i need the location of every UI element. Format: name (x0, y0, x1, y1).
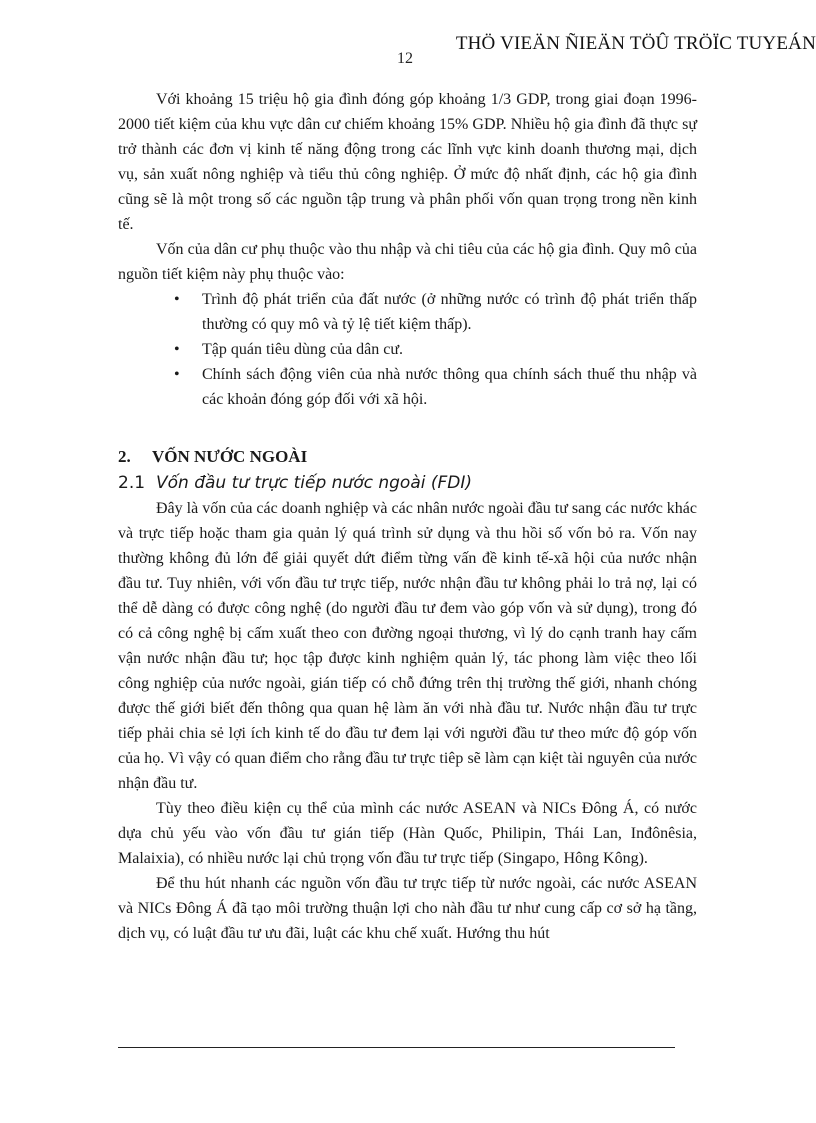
subsection-number: 2.1 (118, 473, 146, 493)
list-item (174, 337, 697, 362)
bullet-icon: • (174, 341, 180, 358)
paragraph-asean-nics: Tùy theo điều kiện cụ thể của mình các nước ASEAN và NICs Đông Á, có nước dựa chủ yếu vào vốn đầu tư gián tiếp (Hàn Quốc, Philipin, Thái Lan, Inđônêsia, Malaixia), có nhiều nước lại chủ trọng vốn đầu tư trực tiếp (Singapo, Hông Kông). (118, 800, 697, 867)
list-item (174, 362, 697, 412)
header-brand: THÖ VIEÄN ÑIEÄN TÖÛ TRÖÏC TUYEÁN (455, 33, 816, 54)
list-item (174, 287, 697, 337)
page-number: 12 (397, 50, 413, 67)
paragraph-household-savings: Với khoảng 15 triệu hộ gia đình đóng góp khoảng 1/3 GDP, trong giai đoạn 1996-2000 tiết kiệm của khu vực dân cư chiếm khoảng 15% GDP. Nhiều hộ gia đình đã thực sự trở thành các đơn vị kinh tế năng động trong các lĩnh vực kinh doanh thương mại, dịch vụ, sản xuất nông nghiệp và tiểu thủ công nghiệp. Ở mức độ nhất định, các hộ gia đình cũng sẽ là một trong số các nguồn tập trung và phân phối vốn quan trọng trong nền kinh tế. (118, 91, 697, 233)
bullet-list (118, 287, 697, 412)
subsection-title: Vốn đầu tư trực tiếp nước ngoài (FDI) (156, 473, 473, 493)
page-body (118, 87, 697, 946)
paragraph-fdi-attraction: Để thu hút nhanh các nguồn vốn đầu tư trực tiếp từ nước ngoài, các nước ASEAN và NICs Đông Á đã tạo môi trường thuận lợi cho nàh đầu tư như cung cấp cơ sở hạ tầng, dịch vụ, có luật đầu tư ưu đãi, luật các khu chế xuất. Hướng thu hút (118, 875, 697, 942)
list-item-text: Tập quán tiêu dùng của dân cư. (202, 341, 404, 358)
footer-rule (118, 1047, 675, 1048)
section-heading (118, 446, 697, 468)
section-number: 2. (118, 447, 131, 466)
bullet-icon: • (174, 366, 180, 383)
subsection-heading (118, 470, 697, 496)
bullet-icon: • (174, 291, 180, 308)
paragraph-fdi-definition: Đây là vốn của các doanh nghiệp và các nhân nước ngoài đầu tư sang các nước khác và trực tiếp hoặc tham gia quản lý quá trình sử dụng và thu hồi số vốn bỏ ra. Vốn nay thường không đủ lớn để giải quyết dứt điểm từng vấn đề kinh tế-xã hội của nước nhận đầu tư. Tuy nhiên, với vốn đầu tư trực tiếp, nước nhận đầu tư không phải lo trả nợ, lại có thể dễ dàng có được công nghệ (do người đầu tư đem vào góp vốn và sử dụng), trong đó có cả công nghệ bị cấm xuất theo con đường ngoại thương, vì lý do cạnh tranh hay cấm vận nước nhận đầu tư; học tập được kinh nghiệm quản lý, tác phong làm việc theo lối công nghiệp của nước ngoài, gián tiếp có chỗ đứng trên thị trường thế giới, nhanh chóng được thế giới biết đến thông qua quan hệ làm ăn với nhà đầu tư. Nước nhận đầu tư trực tiếp phải chia sẻ lợi ích kinh tế do đầu tư đem lại với người đầu tư theo mức độ góp vốn của họ. Vì vậy có quan điểm cho rằng đầu tư trực tiêp sẽ làm cạn kiệt tài nguyên của nước nhận đầu tư. (118, 500, 697, 792)
list-item-text: Chính sách động viên của nhà nước thông qua chính sách thuế thu nhập và các khoản đóng góp đối với xã hội. (202, 366, 697, 408)
list-item-text: Trình độ phát triển của đất nước (ở những nước có trình độ phát triển thấp thường có quy mô và tỷ lệ tiết kiệm thấp). (202, 291, 697, 333)
section-title: VỐN NƯỚC NGOÀI (152, 447, 308, 466)
paragraph-savings-scale: Vốn của dân cư phụ thuộc vào thu nhập và chi tiêu của các hộ gia đình. Quy mô của nguồn tiết kiệm này phụ thuộc vào: (118, 241, 697, 283)
